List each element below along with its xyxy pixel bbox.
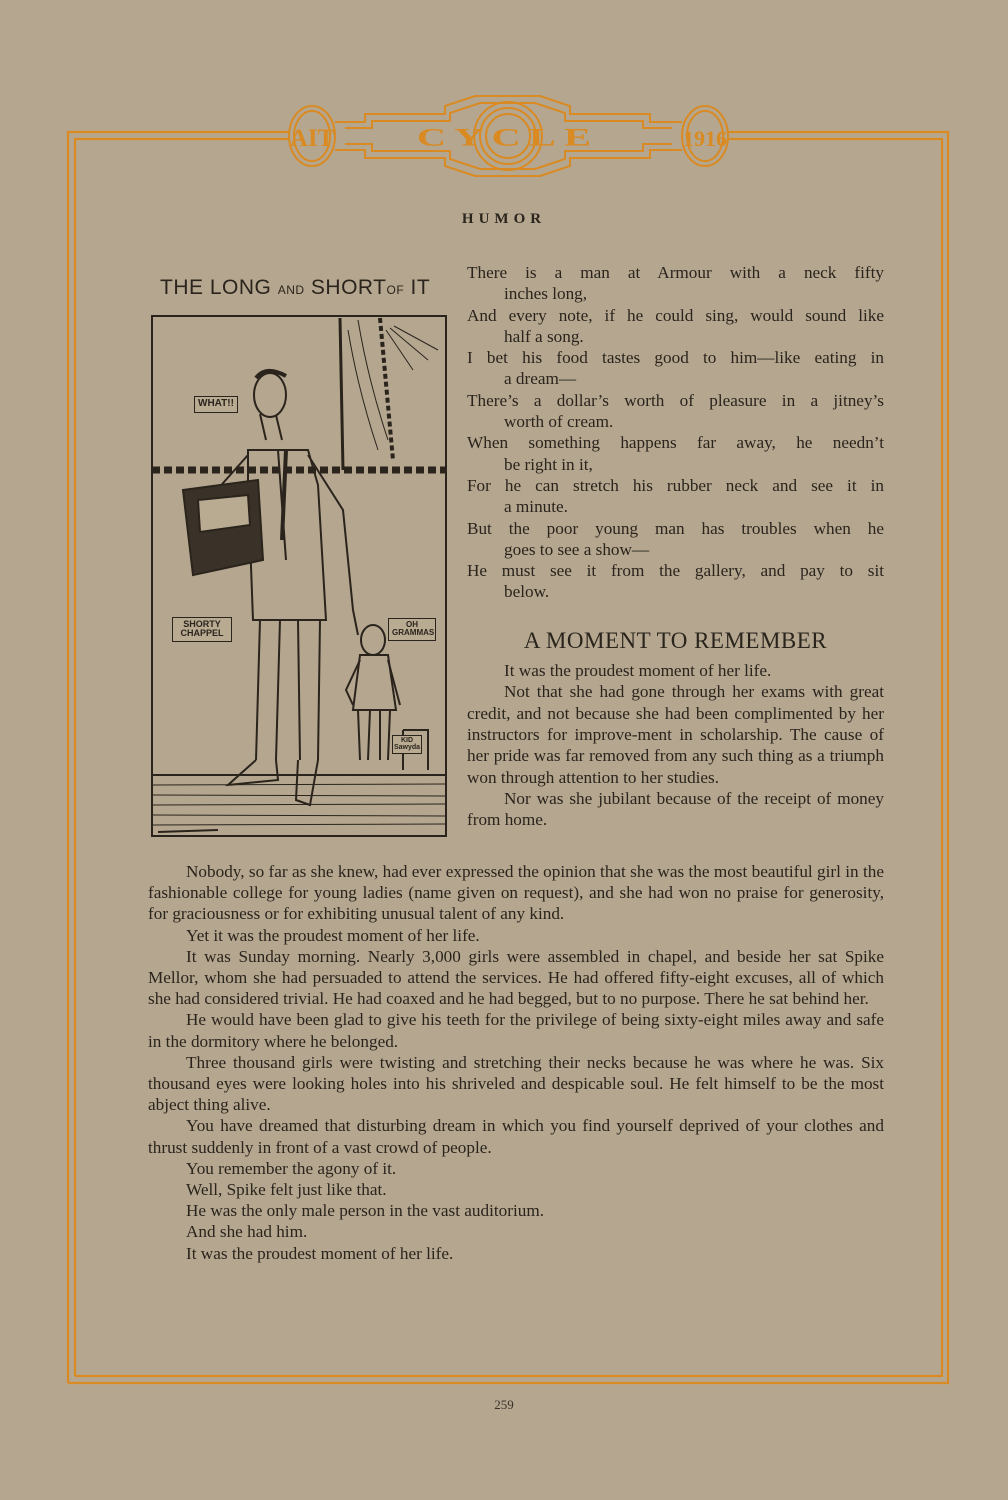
sign-line: KID (400, 737, 414, 744)
logo-center-text: CYCLE (416, 123, 600, 152)
poem-line: I bet his food tastes good to him—like eating in a dream— (467, 348, 884, 389)
story-paragraph: Not that she had gone through her exams with great credit, and not because she had been complimented by her instructors for improve-ment in scholarship. The cause of her pride was far removed from any such thing as a triumph won through attention to her studies. (467, 682, 884, 787)
story-title: A MOMENT TO REMEMBER (523, 627, 828, 653)
cartoon-illustration (148, 310, 448, 845)
name-sign-short (392, 735, 422, 754)
story-paragraph: You remember the agony of it. (186, 1158, 397, 1178)
poem-line: There is a man at Armour with a neck fifty inches long, (467, 263, 884, 304)
cartoon-title-part: SHORT (310, 276, 387, 299)
story-paragraph: It was the proudest moment of her life. (186, 1243, 454, 1263)
story-paragraph: He was the only male person in the vast auditorium. (186, 1201, 544, 1221)
story-paragraph: He would have been glad to give his teeth for the privilege of being sixty-eight miles away and safe in the dormitory where he belonged. (148, 1010, 884, 1051)
cartoon-title-part: AND (277, 283, 305, 297)
speech-line: GRAMMAS (392, 628, 435, 638)
name-label-tall (172, 617, 232, 642)
poem-line: For he can stretch his rubber neck and see it in a minute. (467, 475, 884, 517)
page-number: 259 (494, 1397, 514, 1412)
story-paragraph: Nobody, so far as she knew, had ever expressed the opinion that she was the most beautiful girl in the fashionable college for young ladies (name given on request), and she had won no praise for generosity, for graciousness or for exhibiting unusual talent of any kind. (148, 862, 884, 924)
cartoon-title (160, 276, 450, 312)
name-label-line: CHAPPEL (180, 628, 224, 639)
story-paragraph: You have dreamed that disturbing dream in which you find yourself deprived of your clothes and thrust suddenly in front of a vast crowd of people. (148, 1116, 884, 1157)
logo-left-text: AIT (289, 125, 335, 152)
poem (467, 262, 884, 603)
story-paragraph: Nor was she jubilant because of the receipt of money from home. (467, 788, 884, 830)
story-paragraph: And she had him. (186, 1222, 308, 1242)
poem-line: There’s a dollar’s worth of pleasure in a jitney’s worth of cream. (467, 390, 884, 432)
sign-line: Sawyda (394, 744, 421, 752)
name-label-line: SHORTY (183, 619, 221, 629)
speech-bubble-tall: WHAT!! (194, 396, 238, 413)
poem-line: And every note, if he could sing, would sound like half a song. (467, 305, 884, 346)
speech-line: OH (406, 620, 418, 629)
cartoon-title-part: THE LONG (160, 276, 272, 299)
poem-line: When something happens far away, he needn’t be right in it, (467, 433, 884, 474)
story-continuation (148, 861, 884, 1264)
running-head: HUMOR (461, 211, 547, 227)
logo-right-text: 1916 (683, 126, 727, 151)
story-paragraph: Three thousand girls were twisting and stretching their necks because he was where he was. Six thousand eyes were looking holes into his shriveled and despicable soul. He felt himself to be the most abject thing alive. (148, 1052, 884, 1115)
cartoon-title-part: OF (386, 283, 405, 297)
poem-line: He must see it from the gallery, and pay to sit below. (467, 561, 884, 602)
story-paragraph: Well, Spike felt just like that. (186, 1180, 387, 1200)
cartoon-drawing (148, 310, 448, 845)
story-paragraph: It was Sunday morning. Nearly 3,000 girls were assembled in chapel, and beside her sat Spike Mellor, whom she had persuaded to attend the services. He had offered fifty-eight excuses, all of which she had considered trivial. He had coaxed and he had begged, but to no purpose. There he sat behind her. (148, 946, 884, 1009)
cartoon-title-part: IT (410, 276, 431, 299)
story-paragraph: Yet it was the proudest moment of her life. (186, 925, 480, 945)
story-paragraph: It was the proudest moment of her life. (504, 661, 772, 681)
poem-line: But the poor young man has troubles when he goes to see a show— (467, 518, 884, 559)
right-column (467, 262, 884, 830)
speech-bubble-short (388, 618, 436, 641)
